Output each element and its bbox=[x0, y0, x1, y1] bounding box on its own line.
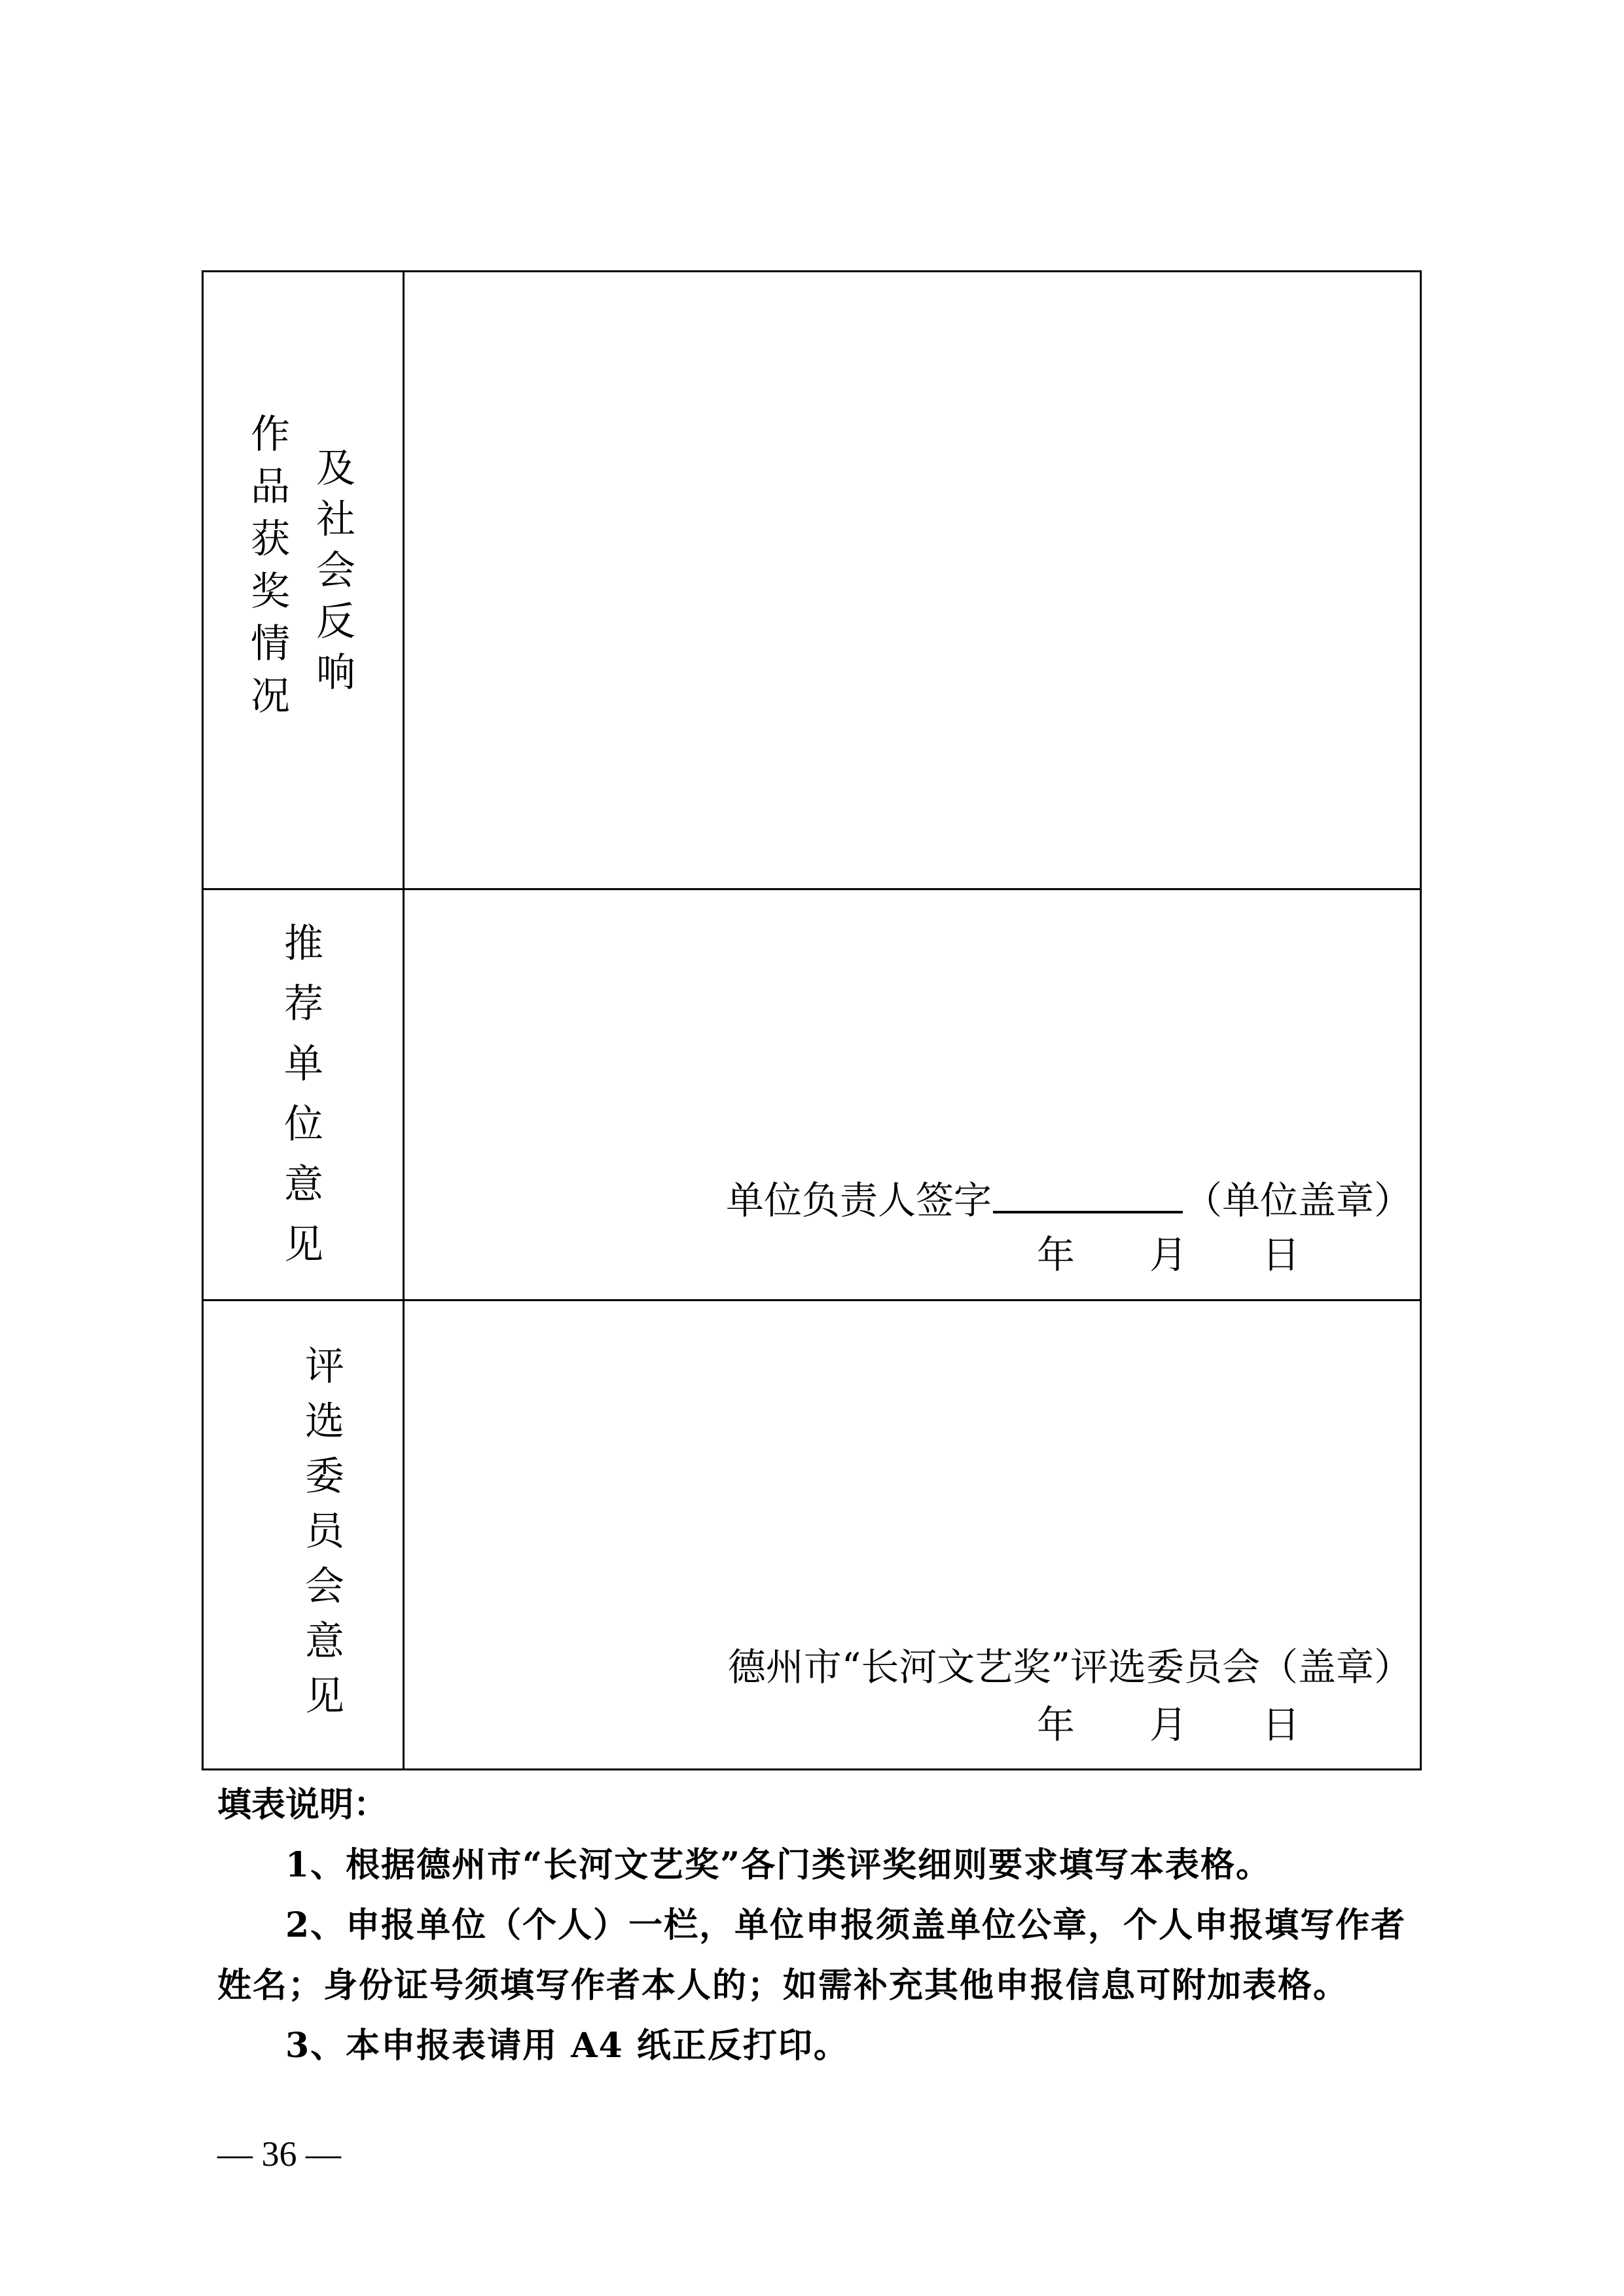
label-char: 委 bbox=[305, 1454, 344, 1499]
label-char: 及 bbox=[316, 446, 355, 492]
date-year: 年 bbox=[1037, 1702, 1075, 1747]
label-cell-awards bbox=[204, 272, 405, 888]
unit-signature-line bbox=[725, 1178, 1412, 1223]
label-char: 会 bbox=[305, 1564, 344, 1609]
label-committee-column bbox=[305, 1344, 344, 1719]
label-char: 响 bbox=[316, 650, 355, 696]
date-day: 日 bbox=[1262, 1232, 1301, 1277]
label-char: 见 bbox=[305, 1674, 344, 1719]
committee-signature-line bbox=[727, 1645, 1412, 1689]
recommend-date-line bbox=[1037, 1232, 1301, 1277]
label-char: 员 bbox=[305, 1509, 344, 1554]
label-recommend-column bbox=[284, 921, 323, 1268]
page-number: — 36 — bbox=[217, 2134, 341, 2174]
label-cell-recommend bbox=[204, 890, 405, 1299]
label-char: 评 bbox=[305, 1344, 344, 1390]
awards-content-field[interactable] bbox=[405, 272, 1420, 888]
label-char: 奖 bbox=[251, 569, 290, 615]
label-char: 会 bbox=[316, 548, 355, 594]
date-month: 月 bbox=[1149, 1232, 1188, 1277]
signature-suffix: （单位盖章） bbox=[1183, 1178, 1412, 1223]
signature-prefix: 单位负责人签字 bbox=[725, 1178, 992, 1223]
instruction-item: 3、本申报表请用 A4 纸正反打印。 bbox=[285, 2026, 849, 2066]
signature-blank[interactable] bbox=[993, 1178, 1183, 1213]
label-char: 荐 bbox=[284, 981, 323, 1027]
committee-date-line bbox=[1037, 1702, 1301, 1747]
label-cell-committee bbox=[204, 1301, 405, 1768]
label-char: 反 bbox=[316, 599, 355, 645]
recommend-content-field[interactable] bbox=[405, 890, 1420, 1299]
label-char: 社 bbox=[316, 497, 355, 543]
label-awards-column-2 bbox=[316, 446, 355, 696]
label-char: 单 bbox=[284, 1041, 323, 1087]
label-char: 推 bbox=[284, 921, 323, 967]
date-day: 日 bbox=[1262, 1702, 1301, 1747]
row-awards-and-social-response bbox=[204, 272, 1420, 888]
instruction-item: 2、申报单位（个人）一栏，单位申报须盖单位公章，个人申报填写作者姓名；身份证号须填写作者本人的；如需补充其他申报信息可附加表格。 bbox=[217, 1905, 1407, 2005]
label-char: 见 bbox=[284, 1222, 323, 1268]
label-char: 况 bbox=[251, 673, 290, 719]
instruction-item: 1、根据德州市“长河文艺奖”各门类评奖细则要求填写本表格。 bbox=[285, 1845, 1272, 1885]
date-year: 年 bbox=[1037, 1232, 1075, 1277]
label-char: 获 bbox=[251, 516, 290, 562]
committee-signature-text: 德州市“长河文艺奖”评选委员会（盖章） bbox=[727, 1645, 1412, 1689]
label-char: 选 bbox=[305, 1399, 344, 1444]
row-recommending-unit-opinion bbox=[204, 888, 1420, 1299]
instructions-heading: 填表说明： bbox=[217, 1785, 388, 1825]
row-selection-committee-opinion bbox=[204, 1299, 1420, 1768]
label-char: 作 bbox=[251, 412, 290, 457]
application-form-table bbox=[202, 270, 1422, 1770]
date-month: 月 bbox=[1149, 1702, 1188, 1747]
label-char: 情 bbox=[251, 621, 290, 667]
label-char: 意 bbox=[305, 1619, 344, 1664]
committee-content-field[interactable] bbox=[405, 1301, 1420, 1768]
label-char: 意 bbox=[284, 1162, 323, 1208]
label-char: 品 bbox=[251, 464, 290, 510]
label-awards-column-1 bbox=[251, 412, 290, 719]
filling-instructions bbox=[217, 1775, 1428, 2076]
label-char: 位 bbox=[284, 1102, 323, 1147]
